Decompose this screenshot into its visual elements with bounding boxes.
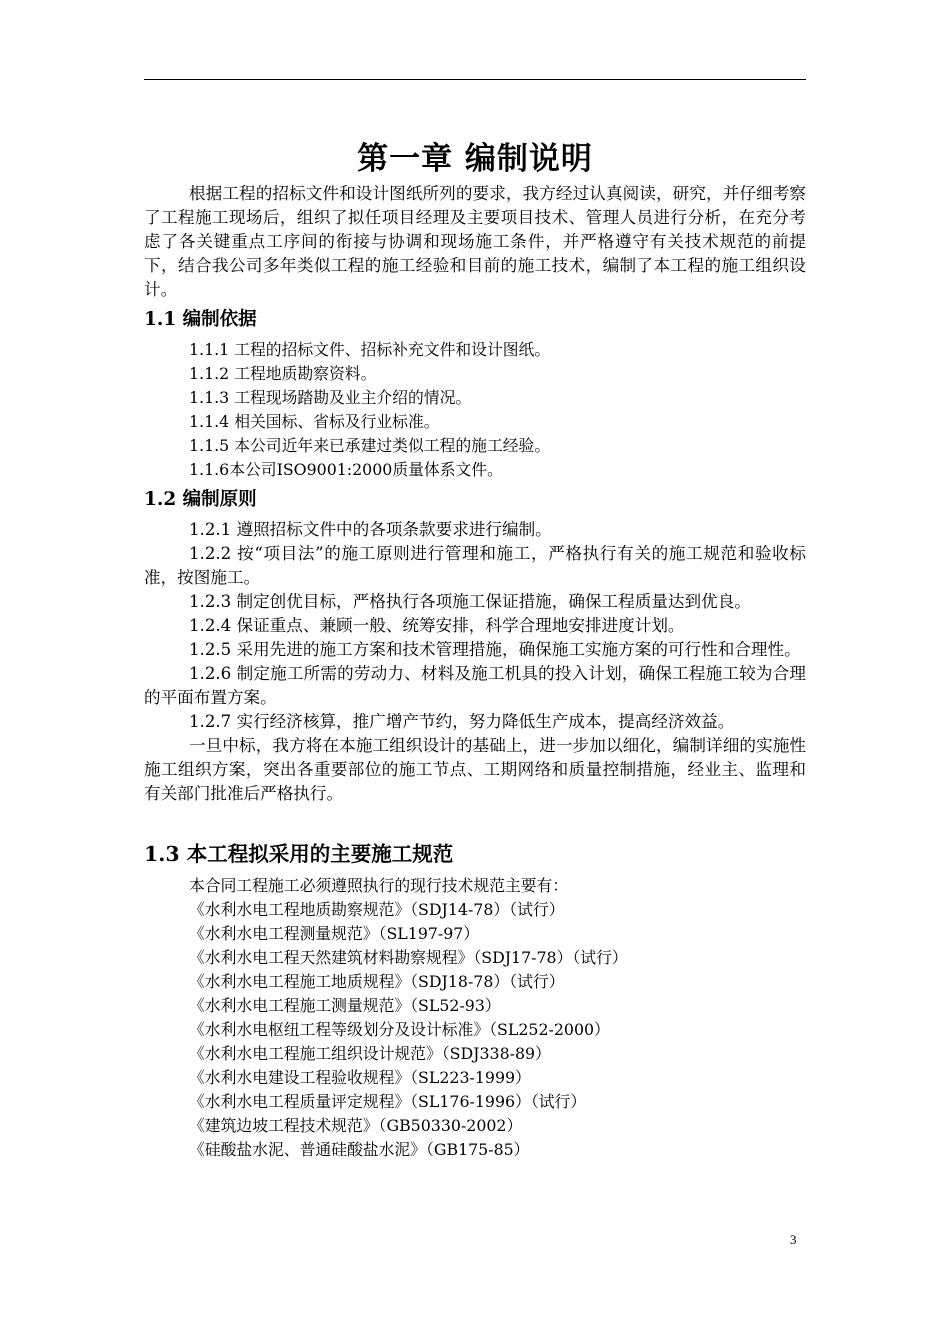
list-item: 《水利水电建设工程验收规程》（SL223-1999） bbox=[189, 1068, 531, 1087]
list-item: 1.2.4 保证重点、兼顾一般、统筹安排，科学合理地安排进度计划。 bbox=[189, 616, 685, 635]
list-item: 《水利水电枢纽工程等级划分及设计标准》（SL252-2000） bbox=[189, 1020, 610, 1039]
list-item: 1.1.6本公司ISO9001:2000质量体系文件。 bbox=[189, 460, 503, 479]
page-number: 3 bbox=[790, 1232, 797, 1247]
section-1-1-list bbox=[144, 338, 806, 482]
section-1-2-list bbox=[144, 518, 806, 806]
list-item: 1.1.5 本公司近年来已承建过类似工程的施工经验。 bbox=[189, 436, 551, 455]
section-1-3-title: 1.3 本工程拟采用的主要施工规范 bbox=[144, 842, 454, 866]
list-item: 《水利水电工程施工组织设计规范》（SDJ338-89） bbox=[189, 1044, 551, 1063]
intro-paragraph: 根据工程的招标文件和设计图纸所列的要求，我方经过认真阅读，研究，并仔细考察了工程施工现场后，组织了拟任项目经理及主要项目技术、管理人员进行分析，在充分考虑了各关键重点工序间的衔接与协调和现场施工条件，并严格遵守有关技术规范的前提下，结合我公司多年类似工程的施工经验和目前的施工技术，编制了本工程的施工组织设计。 bbox=[144, 184, 806, 299]
list-item: 《建筑边坡工程技术规范》（GB50330-2002） bbox=[189, 1116, 523, 1135]
list-item: 1.1.4 相关国标、省标及行业标准。 bbox=[189, 412, 440, 431]
list-item: 《水利水电工程施工测量规范》（SL52-93） bbox=[189, 996, 501, 1015]
list-item: 《水利水电工程地质勘察规范》（SDJ14-78）（试行） bbox=[189, 900, 565, 919]
list-item: 1.2.5 采用先进的施工方案和技术管理措施，确保施工实施方案的可行性和合理性。 bbox=[189, 640, 801, 659]
list-item: 《水利水电工程天然建筑材料勘察规程》（SDJ17-78）（试行） bbox=[189, 948, 628, 967]
list-item: 《水利水电工程测量规范》（SL197-97） bbox=[189, 924, 480, 943]
list-item: 1.2.3 制定创优目标，严格执行各项施工保证措施，确保工程质量达到优良。 bbox=[189, 592, 751, 611]
section-1-3-lead: 本合同工程施工必须遵照执行的现行技术规范主要有： bbox=[189, 876, 569, 895]
closing-paragraph: 一旦中标，我方将在本施工组织设计的基础上，进一步加以细化，编制详细的实施性施工组织方案，突出各重要部位的施工节点、工期网络和质量控制措施，经业主、监理和有关部门批准后严格执行。 bbox=[144, 736, 806, 803]
section-1-2-title: 1.2 编制原则 bbox=[144, 489, 257, 510]
chapter-title: 第一章 编制说明 bbox=[357, 141, 593, 177]
document-body bbox=[144, 136, 806, 1162]
list-item: 1.1.2 工程地质勘察资料。 bbox=[189, 364, 377, 383]
section-1-1-title: 1.1 编制依据 bbox=[144, 309, 257, 330]
list-item: 1.2.7 实行经济核算，推广增产节约，努力降低生产成本，提高经济效益。 bbox=[189, 712, 735, 731]
list-item: 1.2.1 遵照招标文件中的各项条款要求进行编制。 bbox=[189, 520, 552, 539]
header-rule bbox=[144, 79, 806, 80]
list-item: 1.2.6 制定施工所需的劳动力、材料及施工机具的投入计划，确保工程施工较为合理的平面布置方案。 bbox=[144, 664, 806, 707]
list-item: 1.1.1 工程的招标文件、招标补充文件和设计图纸。 bbox=[189, 340, 551, 359]
list-item: 《水利水电工程质量评定规程》（SL176-1996）（试行） bbox=[189, 1092, 587, 1111]
list-item: 《水利水电工程施工地质规程》（SDJ18-78）（试行） bbox=[189, 972, 565, 991]
list-item: 《硅酸盐水泥、普通硅酸盐水泥》（GB175-85） bbox=[189, 1140, 530, 1159]
list-item: 1.1.3 工程现场踏勘及业主介绍的情况。 bbox=[189, 388, 472, 407]
list-item: 1.2.2 按“项目法”的施工原则进行管理和施工，严格执行有关的施工规范和验收标准，按图施工。 bbox=[144, 544, 806, 587]
section-1-3-list bbox=[144, 874, 806, 1162]
